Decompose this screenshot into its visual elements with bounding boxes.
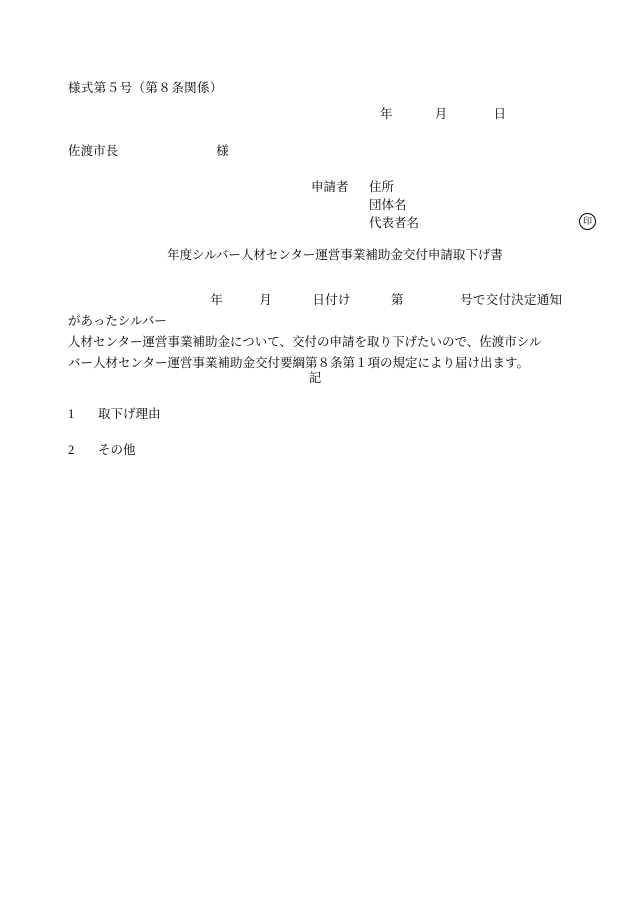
date-day-label: 日 — [493, 107, 507, 121]
applicant-spacer-1 — [311, 196, 369, 214]
addressee-honorific: 様 — [216, 144, 229, 158]
applicant-row-organization — [311, 196, 539, 214]
item-number: 2 — [68, 443, 75, 457]
body-line-3: バー人材センター運営事業補助金交付要綱第８条第１項の規定により届け出ます。 — [68, 356, 530, 370]
page-title-text: 年度シルバー人材センター運営事業補助金交付申請取下げ書 — [167, 248, 503, 262]
date-month-label: 月 — [434, 107, 448, 121]
body-month-label: 月 — [259, 293, 273, 307]
list-item — [68, 440, 136, 458]
addressee-name: 佐渡市長 — [68, 144, 119, 158]
item-label: その他 — [98, 443, 136, 457]
date-year-label: 年 — [380, 107, 393, 121]
applicant-representative-text: 代表者名 — [369, 216, 420, 230]
body-year-label: 年 — [210, 293, 224, 307]
applicant-address-label: 住所 — [369, 180, 395, 194]
page-title — [0, 245, 630, 263]
seal-icon: 印 — [579, 213, 596, 230]
addressee — [68, 141, 229, 159]
applicant-row-representative — [311, 214, 592, 232]
applicant-header: 申請者 — [311, 180, 349, 194]
body-number-suffix: 号で交付決定通知があったシルバー — [68, 293, 562, 328]
item-number: 1 — [68, 407, 75, 421]
applicant-row-address — [311, 178, 539, 196]
applicant-organization-label: 団体名 — [369, 198, 407, 212]
applicant-block — [311, 178, 592, 232]
body-text — [68, 290, 562, 374]
form-number: 様式第５号（第８条関係） — [68, 81, 223, 95]
date-line — [380, 104, 506, 122]
list-item — [68, 404, 161, 422]
body-line-2: 人材センター運営事業補助金について、交付の申請を取り下げたいので、佐渡市シル — [68, 335, 542, 349]
applicant-spacer-2 — [311, 214, 369, 232]
body-dayof-label: 日付け — [312, 293, 351, 307]
body-number-label: 第 — [390, 293, 404, 307]
ki-heading: 記 — [308, 371, 322, 385]
item-label: 取下げ理由 — [98, 407, 161, 421]
applicant-representative-label — [369, 214, 592, 232]
